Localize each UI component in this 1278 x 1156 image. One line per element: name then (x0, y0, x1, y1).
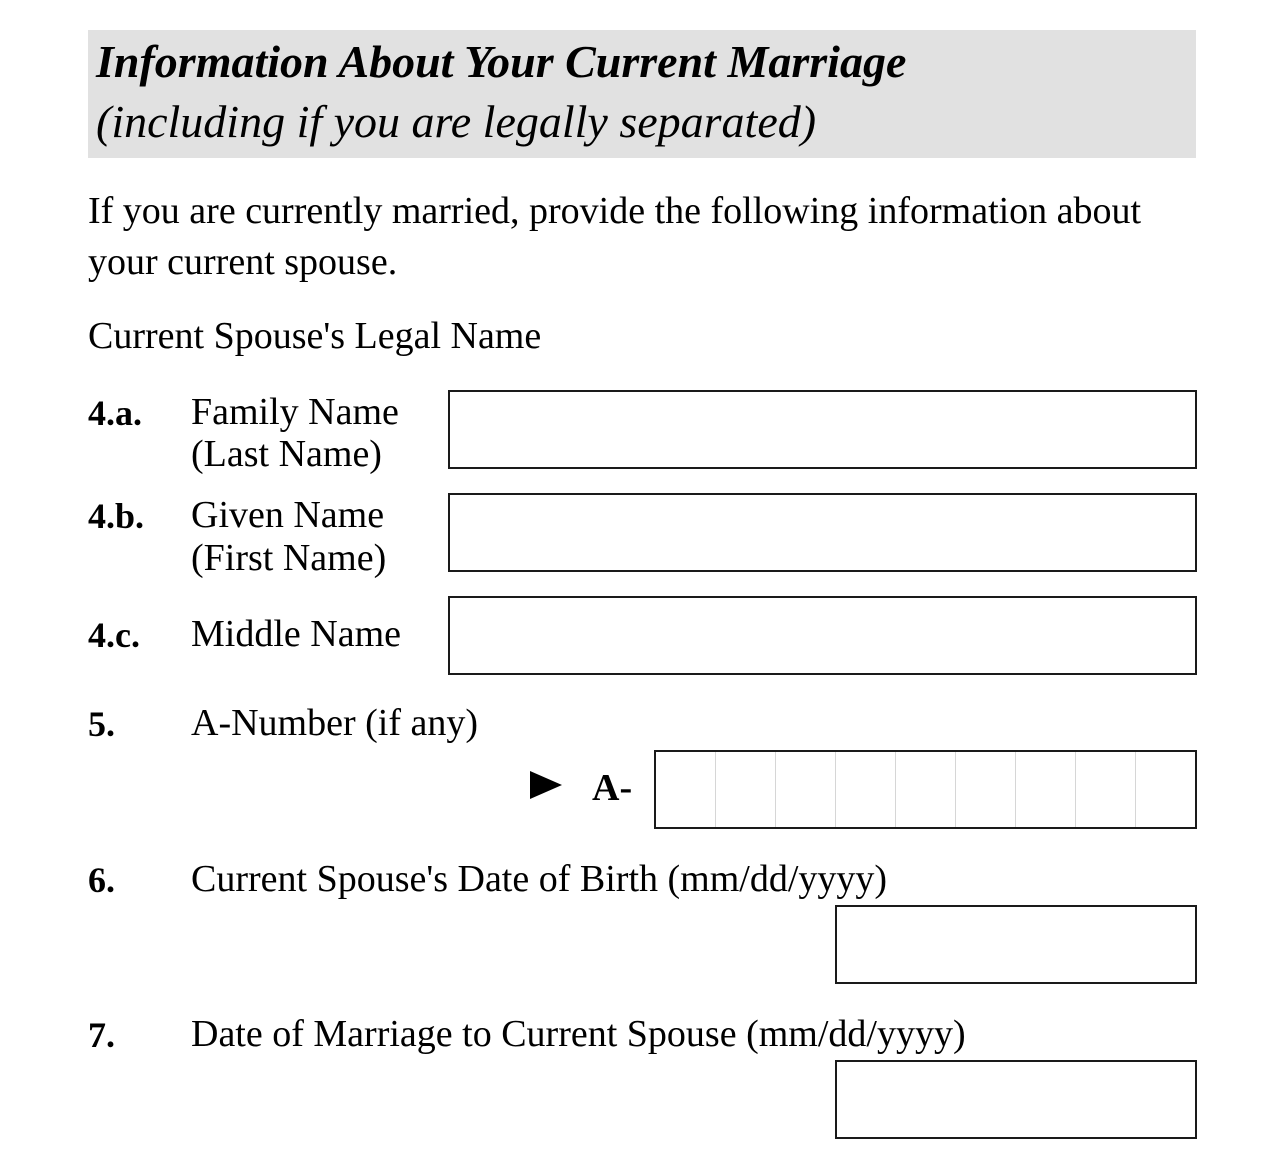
item-number-4b: 4.b. (88, 496, 145, 536)
a-number-digit-cell[interactable] (1136, 752, 1195, 827)
family-name-label: Family Name (191, 391, 399, 433)
a-number-digit-cell[interactable] (656, 752, 716, 827)
arrow-right-icon (530, 771, 562, 799)
family-name-sublabel: (Last Name) (191, 433, 382, 475)
marriage-date-field[interactable] (835, 1060, 1197, 1139)
given-name-field[interactable] (448, 493, 1197, 572)
middle-name-label: Middle Name (191, 613, 402, 655)
marriage-date-label: Date of Marriage to Current Spouse (mm/dd/yyyy) (191, 1013, 966, 1055)
a-number-prefix: A- (592, 767, 633, 809)
spouse-dob-field[interactable] (835, 905, 1197, 984)
item-number-4c: 4.c. (88, 615, 140, 655)
dob-label: Current Spouse's Date of Birth (mm/dd/yyyy) (191, 858, 888, 900)
a-number-digit-cell[interactable] (1016, 752, 1076, 827)
a-number-digit-cell[interactable] (956, 752, 1016, 827)
a-number-digit-cell[interactable] (1076, 752, 1136, 827)
given-name-sublabel: (First Name) (191, 537, 387, 579)
intro-text: If you are currently married, provide the following information about your current spouse. (88, 190, 1142, 283)
a-number-digit-cell[interactable] (776, 752, 836, 827)
family-name-field[interactable] (448, 390, 1197, 469)
item-number-5: 5. (88, 704, 115, 744)
item-number-4a: 4.a. (88, 393, 142, 433)
a-number-digit-cell[interactable] (836, 752, 896, 827)
section-subtitle: (including if you are legally separated) (96, 96, 817, 147)
section-header (88, 30, 1196, 158)
item-number-6: 6. (88, 860, 115, 900)
given-name-label: Given Name (191, 494, 385, 536)
a-number-digit-cell[interactable] (716, 752, 776, 827)
item-number-7: 7. (88, 1015, 115, 1055)
a-number-field[interactable] (654, 750, 1197, 829)
spouse-legal-name-heading: Current Spouse's Legal Name (88, 315, 542, 357)
section-title: Information About Your Current Marriage (96, 36, 907, 87)
middle-name-field[interactable] (448, 596, 1197, 675)
a-number-label: A-Number (if any) (191, 702, 479, 744)
a-number-digit-cell[interactable] (896, 752, 956, 827)
